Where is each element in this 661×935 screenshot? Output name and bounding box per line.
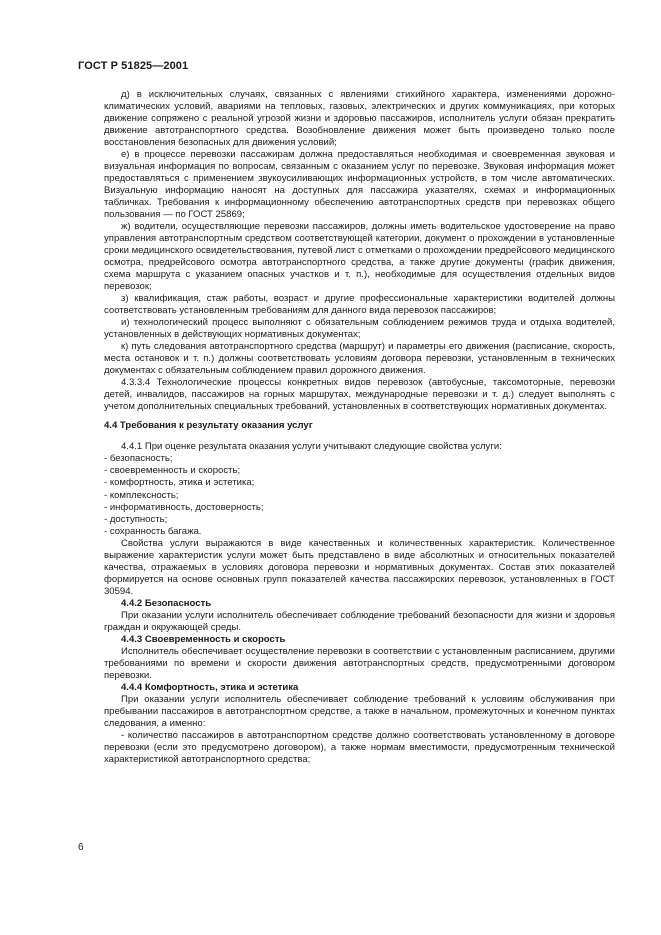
document-id-header: ГОСТ Р 51825—2001 <box>78 60 189 72</box>
paragraph-properties: Свойства услуги выражаются в виде качественных и количественных характеристик. Количественное выражение характеристик услуги может быть представлено в виде абсолютных и относительных показателей качества, отражаемых в условиях договора перевозки и нормативных документах. Состав этих показателей формируется на основе основных групп показателей качества пассажирских перевозок, установленных в ГОСТ 30594. <box>104 537 615 597</box>
section-heading-4-4: 4.4 Требования к результату оказания услуг <box>104 420 313 432</box>
paragraph-z: з) квалификация, стаж работы, возраст и другие профессиональные характеристики водителей должны соответствовать установленным требованиям для данного вида перевозок пассажиров; <box>104 293 615 317</box>
paragraph-4-4-1: 4.4.1 При оценке результата оказания услуги учитывают следующие свойства услуги: <box>121 441 502 453</box>
property-item-safety: - безопасность; <box>104 453 173 465</box>
paragraph-4-4-4: При оказании услуги исполнитель обеспечивает соблюдение требований к условиям обслуживания при пребывании пассажиров в автотранспортном средстве, а также в начальном, промежуточных и конечном пунктах следования, а именно: <box>104 693 615 729</box>
paragraph-4-4-2: При оказании услуги исполнитель обеспечивает соблюдение требований безопасности для жизни и здоровья граждан и окружающей среды. <box>104 609 615 633</box>
property-item-informativeness: - информативность, достоверность; <box>104 501 264 513</box>
page-number: 6 <box>78 842 84 853</box>
paragraph-zh: ж) водители, осуществляющие перевозки пассажиров, должны иметь водительское удостоверение на право управления автотранспортным средством соответствующей категории, документ о прохождении в установленные сроки медицинского освидетельствования, путевой лист с отметками о прохождении предрейсового медицинского осмотра, предрейсового осмотра автотранспортного средства, а также другие документы (график движения, схема маршрута с указанием опасных участков и т. п.), необходимые для осуществления отдельных видов перевозок; <box>104 221 615 293</box>
paragraph-d: д) в исключительных случаях, связанных с явлениями стихийного характера, изменениями дорожно-климатических условий, авариями на тепловых, газовых, электрических и других коммуникациях, при которых движение сопряжено с реальной угрозой жизни и здоровью пассажиров, исполнитель услуги обязан прекратить движение автотранспортного средства. Возобновление движения может быть произведено только после восстановления безопасных для движения условий; <box>104 89 615 149</box>
subsection-heading-4-4-2: 4.4.2 Безопасность <box>121 597 212 609</box>
subsection-heading-4-4-3: 4.4.3 Своевременность и скорость <box>121 633 286 645</box>
paragraph-4-4-4-item: - количество пассажиров в автотранспортном средстве должно соответствовать установленному в договоре перевозки (если это предусмотрено договором), а также нормам вместимости, предусмотренным технической характеристикой автотранспортного средства; <box>104 729 615 765</box>
property-item-accessibility: - доступность; <box>104 513 168 525</box>
paragraph-4-3-3-4: 4.3.3.4 Технологические процессы конкретных видов перевозок (автобусные, таксомоторные, перевозки детей, инвалидов, пассажиров на горных маршрутах, международные перевозки и т. д.) следует выполнять с учетом дополнительных специальных требований, установленных в соответствующих нормативных документах. <box>104 377 615 413</box>
document-body <box>104 89 615 766</box>
paragraph-k: к) путь следования автотранспортного средства (маршрут) и параметры его движения (расписание, скорость, места остановок и т. п.) должны соответствовать условиям договора перевозки, установленным в технических документах с обязательным соблюдением правил дорожного движения. <box>104 341 615 377</box>
property-item-baggage: - сохранность багажа. <box>104 525 202 537</box>
property-item-comfort: - комфортность, этика и эстетика; <box>104 477 255 489</box>
paragraph-4-4-3: Исполнитель обеспечивает осуществление перевозки в соответствии с установленным расписанием, другими требованиями по времени и скорости движения автотранспортных средств, предусмотренными договором перевозки. <box>104 645 615 681</box>
property-item-timeliness: - своевременность и скорость; <box>104 465 241 477</box>
paragraph-e: е) в процессе перевозки пассажирам должна предоставляться необходимая и своевременная звуковая и визуальная информация по вопросам, связанным с оказанием услуг по перевозке. Звуковая информация может предоставляться с применением звукоусиливающих информационных устройств, в том числе автоматических. Визуальную информацию наносят на доступных для пассажира указателях, схемах и информационных табличках. Требования к информационному обеспечению автотранспортных средств при перевозках общего пользования — по ГОСТ 25869; <box>104 149 615 221</box>
paragraph-i: и) технологический процесс выполняют с обязательным соблюдением режимов труда и отдыха водителей, установленных в действующих нормативных документах; <box>104 317 615 341</box>
subsection-heading-4-4-4: 4.4.4 Комфортность, этика и эстетика <box>121 681 299 693</box>
property-item-complexity: - комплексность; <box>104 489 179 501</box>
